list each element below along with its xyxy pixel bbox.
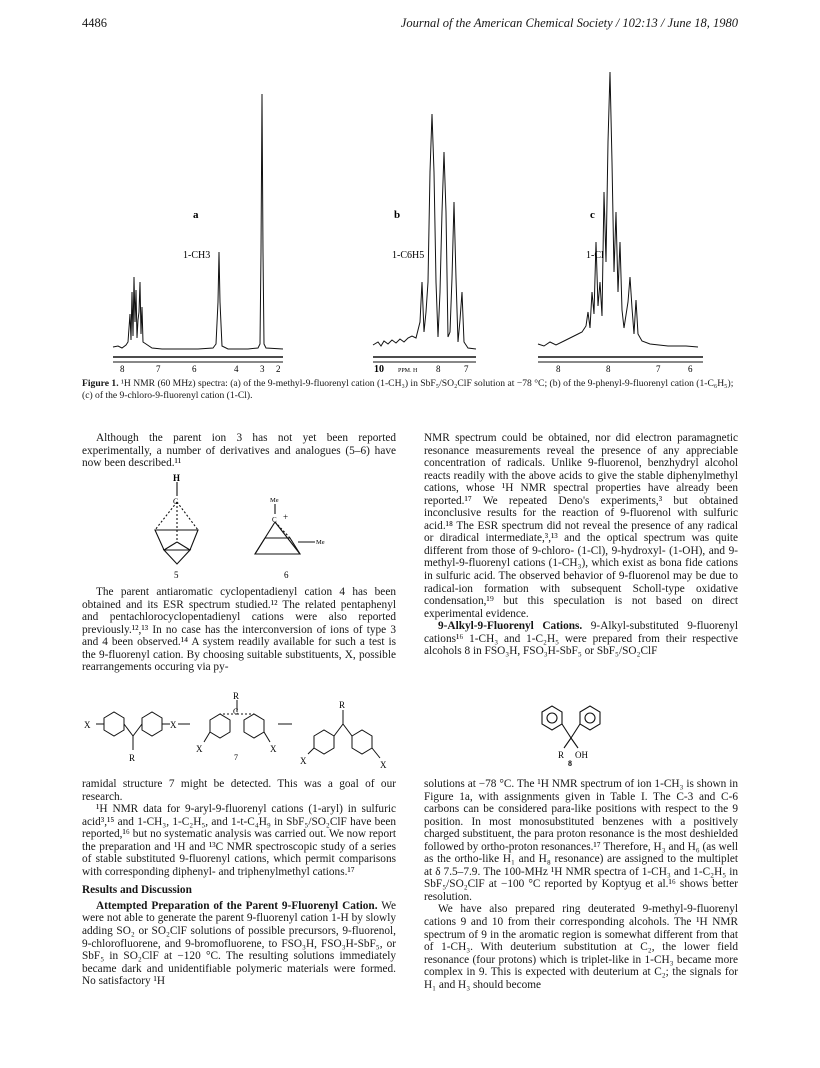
structure-6-me-top: Me (270, 497, 279, 504)
structures-5-6 (150, 472, 370, 587)
right-paragraph-3: solutions at −78 °C. The ¹H NMR spectrum of ion 1-CH₃ is shown in Figure 1a, with assignments given in Table I. The C-3 and C-6 carbons can be considered para-like positions with respect to the 9 position. In most monosubstituted benzenes with a positively charged substituent, the para proton resonance is the most deshielded followed by ortho-proton resonances.¹⁷ Therefore, H₃ and H₆ (as well as the ortho-like H₁ and H₈ resonance) are assigned to the multiplet at δ 7.5–7.9. The 100-MHz ¹H NMR spectra of 1-CH₃ and 1-C₂H₅ in SbF₅/SO₂ClF at −100 °C reported by Koptyug et al.¹⁶ shows better resolution. (424, 778, 738, 903)
section-heading: Results and Discussion (82, 884, 192, 897)
panel-a-tick-3: 6 (192, 364, 197, 372)
panel-a-tick-1: 8 (120, 364, 125, 372)
structure-7-left-x1: X (84, 720, 91, 730)
panel-c-tick-1: 8 (556, 364, 561, 372)
spectrum-trace-b (373, 114, 476, 349)
spectrum-panel-b (373, 114, 476, 372)
panel-c-tick-3: 7 (656, 364, 661, 372)
figure-caption (82, 378, 742, 401)
panel-b-tick-2: PPM, H (398, 368, 418, 372)
structure-6-atom-c: C (272, 516, 277, 524)
left-column-2 (82, 586, 396, 674)
figure-caption-label: Figure 1. (82, 378, 119, 389)
left-column-3 (82, 778, 396, 988)
structure-7-label: 7 (234, 753, 238, 762)
right-paragraph-2-text: 9-Alkyl-substituted 9-fluorenyl cations¹⁶ 1-CH₃ and 1-C₂H₅ were prepared from their respective alcohols 8 in FSO₃H, FSO₃H-SbF₅ or SbF₅/SO₂ClF (424, 620, 739, 658)
journal-header: Journal of the American Chemical Society / 102:13 / June 18, 1980 (400, 16, 738, 30)
panel-a-letter: a (193, 209, 199, 221)
panel-b-compound-label: 1-C6H5 (392, 250, 425, 261)
panel-a-tick-2: 7 (156, 364, 161, 372)
structure-8-atom-r: R (558, 750, 565, 760)
structure-7-right-x1: X (300, 756, 307, 766)
figure-caption-text: ¹H NMR (60 MHz) spectra: (a) of the 9-methyl-9-fluorenyl cation (1-CH₃) in SbF₅/SO₂ClF solution at −78 °C; (b) of the 9-phenyl-9-fluorenyl cation (1-C₆H₅); (c) of the 9-chloro-9-fluorenyl cation (1-Cl). (82, 378, 734, 401)
structure-8-label: 8 (568, 759, 572, 768)
panel-a-tick-4: 4 (234, 364, 239, 372)
right-paragraph-1: NMR spectrum could be obtained, nor did electron paramagnetic resonance measurements reveal the presence of any appreciable concentration of radicals. Unlike 9-fluorenol, benzhydryl alcohol reacts readily with the above acids to give the stable diphenylmethyl cations, whose ¹H NMR spectral properties have already been reported.¹⁷ We repeated Deno's experiments,³ but obtained inconclusive results for the reaction of 9-fluorenol with sulfuric acid.¹⁸ The ESR spectrum did not reveal the presence of any radical or diradical intermediate,³,¹³ and the optical spectrum was quite different from those of 9-chloro- (1-Cl), 9-hydroxyl- (1-OH), and 9-methyl-9-fluorenyl cations (1-CH₃), which exist as bona fide cations in sulfuric acid. The observed behavior of 9-fluorenol may be due to radical-ion formation with subsequent Scholl-type oxidative condensation,¹⁹ but this speculation is not based on direct experimental evidence. (424, 432, 738, 620)
structure-6-label: 6 (284, 570, 289, 580)
structure-5-atom-h: H (173, 473, 181, 483)
panel-b-tick-4: 7 (464, 364, 469, 372)
panel-b-letter: b (394, 209, 401, 221)
panel-b-tick-3: 8 (436, 364, 441, 372)
left-paragraph-2: The parent antiaromatic cyclopentadienyl cation 4 has been obtained and its ESR spectrum studied.¹² The related pentaphenyl and pentachlorocyclopentadienyl cations were also reported previously.¹²,¹³ In no case has the interconversion of ions of type 3 and 4 been observed.¹⁴ A system readily available for such a test is the 9-fluorenyl cation. By choosing suitable substituents, X, possible rearrangements occuring via py- (82, 586, 396, 674)
structure-6-plus: + (283, 512, 289, 522)
structure-7-center-x1: X (196, 744, 203, 754)
panel-c-letter: c (590, 209, 595, 221)
panel-c-tick-2: 8 (606, 364, 611, 372)
left-paragraph-1: Although the parent ion 3 has not yet been reported experimentally, a number of derivatives and analogues (5–6) have now been described.¹¹ (82, 432, 396, 470)
panel-c-compound-label: 1-Cl (586, 250, 604, 261)
panel-a-tick-5: 3 (260, 364, 265, 372)
left-paragraph-5-runin: Attempted Preparation of the Parent 9-Fluorenyl Cation. (96, 899, 378, 912)
left-paragraph-5 (82, 900, 396, 988)
structure-5-label: 5 (174, 570, 179, 580)
structures-7 (82, 690, 412, 779)
structure-7-right (308, 710, 380, 758)
right-column-2 (424, 778, 738, 991)
structure-8-atom-oh: OH (575, 750, 588, 760)
left-paragraph-3: ramidal structure 7 might be detected. This was a goal of our research. (82, 778, 396, 803)
nmr-spectra-figure (108, 52, 708, 372)
spectrum-panel-c (538, 72, 703, 372)
structure-7-left-x2: X (170, 720, 177, 730)
structure-8 (520, 700, 640, 775)
panel-a-tick-6: 2 (276, 364, 281, 372)
spectrum-trace-a (113, 94, 283, 349)
panel-a-compound-label: 1-CH3 (183, 250, 211, 261)
structure-5 (155, 482, 198, 564)
panel-b-tick-1: 10 (374, 364, 384, 372)
page-number: 4486 (82, 16, 107, 30)
structure-7-center-r: R (233, 691, 240, 701)
structure-7-right-r: R (339, 700, 346, 710)
right-paragraph-4: We have also prepared ring deuterated 9-methyl-9-fluorenyl cations 9 and 10 from their corresponding alcohols. The ¹H NMR spectrum of 9 in the aromatic region is somewhat different from that of 1-CH₃. With deuterium substitution at C₂, the lower field resonance (four protons) which is triplet-like in 1-CH₃ became more complex in 9. This is expected with deuterium at C₂; the signals for H₁ and H₃ should become (424, 903, 738, 991)
structure-7-left-r: R (129, 753, 136, 763)
left-paragraph-4: ¹H NMR data for 9-aryl-9-fluorenyl cations (1-aryl) in sulfuric acid³,¹⁵ and 1-CH₃, 1-C₂H₅, and 1-t-C₄H₉ in SbF₅/SO₂ClF have been reported,¹⁶ but no systematic analysis was carried out. We now report the preparation and ¹H and ¹³C NMR spectroscopic study of a series of stable substituted 9-fluorenyl cations, which permit comparisons with corresponding diphenyl- and triphenylmethyl cations.¹⁷ (82, 803, 396, 878)
structure-5-atom-c: C (173, 497, 179, 506)
left-column (82, 432, 396, 470)
panel-c-tick-4: 6 (688, 364, 693, 372)
spectrum-panel-a (113, 94, 283, 372)
right-column (424, 432, 738, 658)
structure-7-center-x2: X (270, 744, 277, 754)
left-paragraph-5-text: We were not able to generate the parent 9-fluorenyl cation 1-H by slowly adding SO₂ or SO₂ClF solutions of possible precursors, 9-fluorenol, 9-chlorofluorene, and 9-bromofluorene, to FSO₃H, FSO₃H-SbF₅, or SbF₅ in SO₂ClF at −120 °C. The resulting solutions immediately became dark and unidentifiable polymeric materials were formed. No satisfactory ¹H (82, 899, 396, 988)
spectrum-trace-c (538, 72, 698, 347)
right-paragraph-2-runin: 9-Alkyl-9-Fluorenyl Cations. (438, 620, 583, 633)
structure-7-center-c: C (233, 707, 239, 716)
structure-6-me-right: Me (316, 539, 325, 546)
structure-7-right-x2: X (380, 760, 387, 770)
structure-7-left (96, 712, 170, 750)
